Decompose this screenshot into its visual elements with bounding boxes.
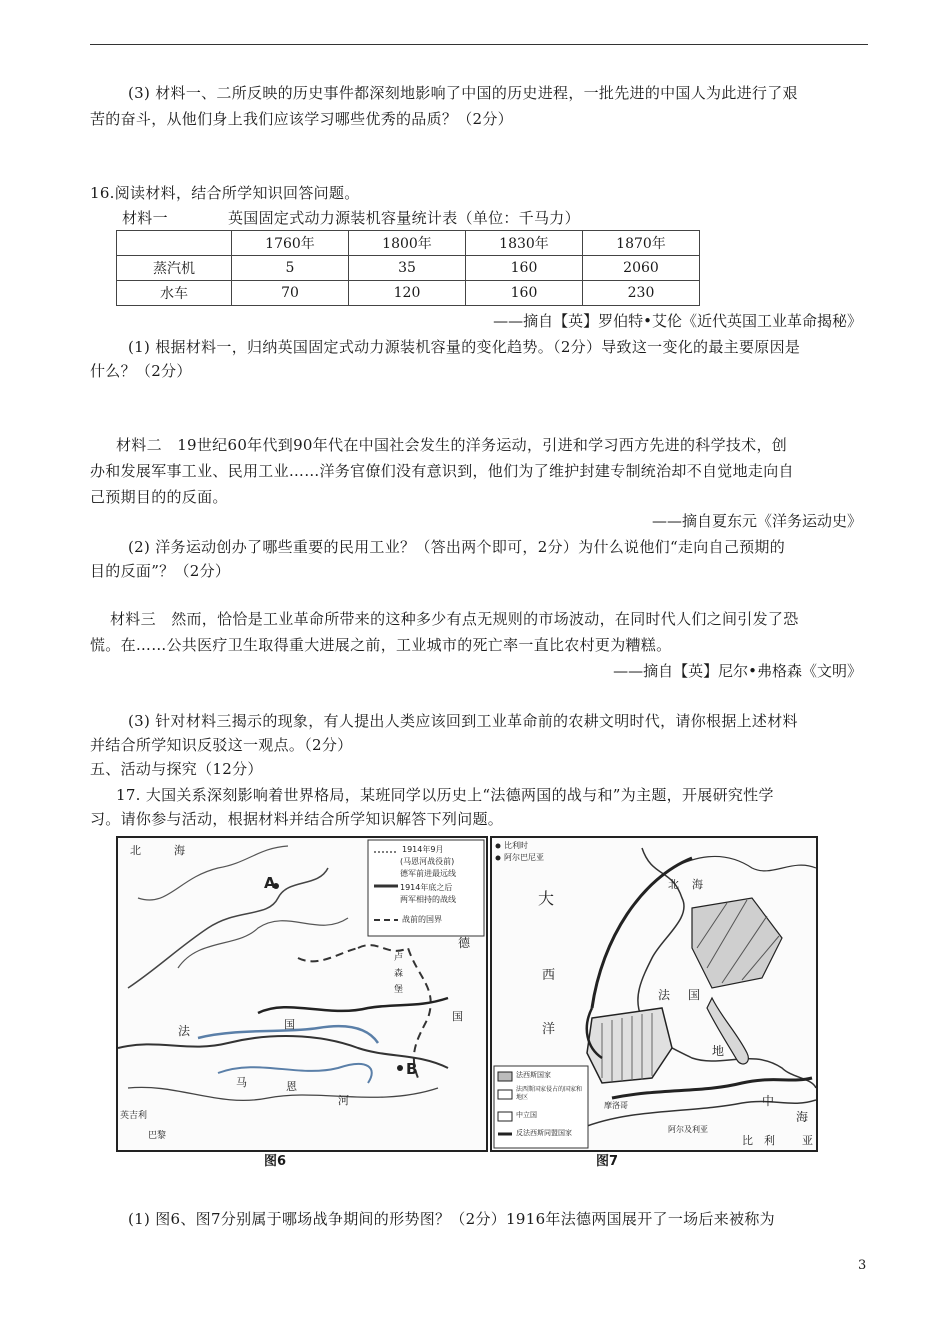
map-label: 英吉利 [120, 1111, 148, 1121]
map-label: 河 [338, 1094, 349, 1107]
map-label: 恩 [286, 1080, 297, 1093]
map-label: 北 [130, 844, 141, 857]
table-cell: 水车 [117, 281, 232, 306]
q15-3-line2: 苦的奋斗，从他们身上我们应该学习哪些优秀的品质？（2分） [90, 110, 513, 128]
table-row [117, 281, 700, 306]
map-label-b: B [406, 1060, 418, 1078]
legend-text: 阿尔巴尼亚 [504, 853, 544, 862]
table-cell: 蒸汽机 [117, 256, 232, 281]
q17-line1: 17. 大国关系深刻影响着世界格局，某班同学以历史上“法德两国的战与和”为主题，开展研究性学 [116, 786, 774, 804]
material2-line1: 材料二 19世纪60年代到90年代在中国社会发生的洋务运动，引进和学习西方先进的科学技术，创 [116, 436, 788, 454]
map-label: 亚 [802, 1134, 813, 1147]
map-label: 比 [742, 1134, 753, 1147]
material2-line2: 办和发展军事工业、民用工业……洋务官僚们没有意识到，他们为了维护封建专制统治却不自觉地走向自 [90, 462, 794, 480]
map-label: 堡 [394, 985, 404, 995]
q15-3-line1: (3) 材料一、二所反映的历史事件都深刻地影响了中国的历史进程，一批先进的中国人为此进行了艰 [128, 84, 798, 102]
legend-text: 法西斯国家侵占的国家和地区 [516, 1086, 583, 1101]
figure7-map [490, 836, 818, 1152]
map-label: 马 [236, 1076, 247, 1089]
header-rule [90, 44, 868, 45]
page-number: 3 [858, 1258, 867, 1273]
map-label: 巴黎 [148, 1131, 167, 1141]
q16-sub3-line2: 并结合所学知识反驳这一观点。（2分） [90, 736, 353, 754]
table-header-cell: 1870年 [583, 231, 700, 256]
q16-sub3-line1: (3) 针对材料三揭示的现象，有人提出人类应该回到工业革命前的农耕文明时代，请你根据上述材料 [128, 712, 798, 730]
q16-sub1-line2: 什么？（2分） [90, 362, 192, 380]
table-header-cell: 1830年 [466, 231, 583, 256]
table-header-cell: 1800年 [349, 231, 466, 256]
map-label: 中 [762, 1094, 775, 1108]
map-label: 利 [764, 1134, 775, 1147]
map-label: 法 [178, 1024, 191, 1038]
source-1: ——摘自【英】罗伯特•艾伦《近代英国工业革命揭秘》 [493, 312, 862, 330]
table-cell: 35 [349, 256, 466, 281]
map-label: 国 [688, 988, 701, 1002]
figure6-caption: 图6 [264, 1154, 287, 1169]
table-cell: 230 [583, 281, 700, 306]
legend-text: 两军相持的战线 [400, 895, 456, 904]
table-cell: 2060 [583, 256, 700, 281]
q16-sub2-line1: (2) 洋务运动创办了哪些重要的民用工业？（答出两个即可，2分）为什么说他们“走向自己预期的 [128, 538, 786, 556]
map-label: 地 [712, 1044, 725, 1058]
table-row [117, 256, 700, 281]
legend-text: (马恩河战役前) [400, 857, 455, 866]
table-cell: 160 [466, 256, 583, 281]
map-label: 国 [452, 1010, 463, 1023]
map-label: 阿尔及利亚 [668, 1125, 708, 1134]
legend-text: 1914年底之后 [400, 883, 453, 892]
section5-heading: 五、活动与探究（12分） [90, 760, 263, 778]
steam-water-table [116, 230, 700, 306]
map-label: 法 [658, 988, 671, 1002]
map-label: 洋 [542, 1022, 556, 1037]
material3-line1: 材料三 然而，恰恰是工业革命所带来的这种多少有点无规则的市场波动，在同时代人们之间引发了恐 [110, 610, 799, 628]
legend-text: 中立国 [516, 1111, 537, 1119]
map-label: 国 [284, 1018, 295, 1031]
map-label: 北 [668, 878, 679, 891]
legend-text: 1914年9月 [402, 845, 444, 854]
q16-intro: 16.阅读材料，结合所学知识回答问题。 [90, 184, 360, 202]
table-cell: 5 [232, 256, 349, 281]
q16-sub1-line1: (1) 根据材料一，归纳英国固定式动力源装机容量的变化趋势。（2分）导致这一变化的最主要原因是 [128, 338, 801, 356]
map-label: 西 [542, 968, 556, 983]
map-label: 卢 [394, 953, 404, 963]
material1-label: 材料一 [122, 209, 168, 227]
material1-title: 英国固定式动力源装机容量统计表（单位：千马力） [228, 209, 580, 227]
material3-line2: 慌。在……公共医疗卫生取得重大进展之前，工业城市的死亡率一直比农村更为糟糕。 [90, 636, 672, 654]
legend-text: 比利时 [504, 841, 528, 850]
table-cell: 160 [466, 281, 583, 306]
legend-text: 法西斯国家 [516, 1071, 551, 1079]
table-header-cell [117, 231, 232, 256]
legend-text: 德军前进最远线 [400, 869, 456, 878]
map-label: 海 [692, 878, 703, 891]
table-header-cell: 1760年 [232, 231, 349, 256]
table-header-row [117, 231, 700, 256]
legend-text: 反法西斯同盟国家 [516, 1129, 572, 1137]
table-cell: 120 [349, 281, 466, 306]
map-label: 德 [458, 936, 471, 950]
source-2: ——摘自夏东元《洋务运动史》 [651, 512, 862, 530]
table-cell: 70 [232, 281, 349, 306]
source-3: ——摘自【英】尼尔•弗格森《文明》 [613, 662, 862, 680]
q16-sub2-line2: 目的反面”？（2分） [90, 562, 231, 580]
map-label-a: A [264, 874, 276, 892]
map-label: 海 [796, 1110, 809, 1124]
map-label: 海 [174, 844, 185, 857]
legend-text: 战前的国界 [402, 915, 442, 924]
q17-sub1: (1) 图6、图7分别属于哪场战争期间的形势图？（2分）1916年法德两国展开了一场后来被称为 [128, 1210, 775, 1228]
figure6-map [116, 836, 488, 1152]
material2-line3: 己预期目的的反面。 [90, 488, 228, 506]
figure7-caption: 图7 [596, 1154, 619, 1169]
map-label: 大 [538, 889, 555, 908]
map-label: 摩洛哥 [604, 1101, 628, 1110]
map-label: 森 [394, 969, 404, 979]
q17-line2: 习。请你参与活动，根据材料并结合所学知识解答下列问题。 [90, 810, 504, 828]
